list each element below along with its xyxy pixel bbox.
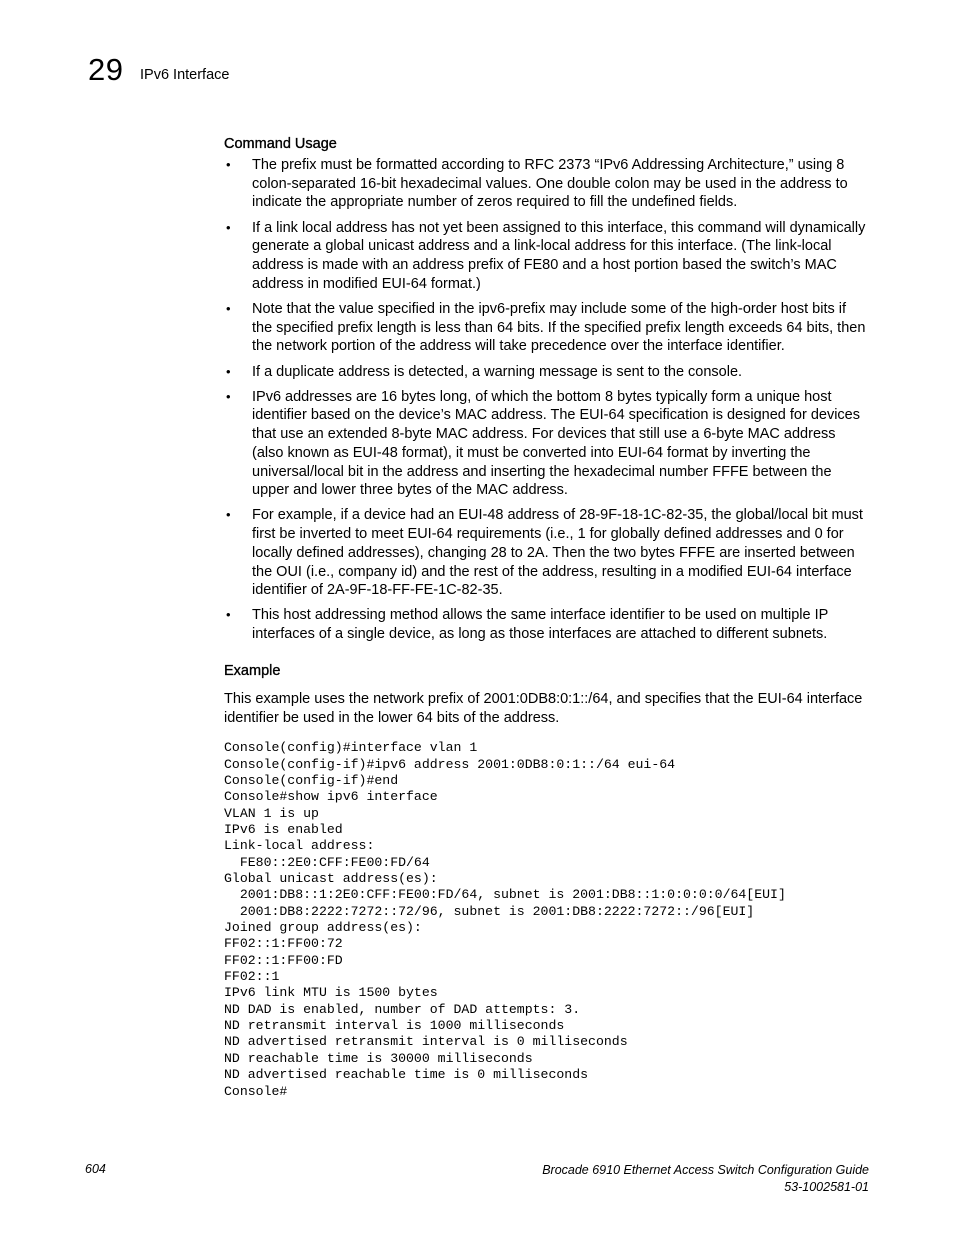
bullet-text: For example, if a device had an EUI-48 address of 28-9F-18-1C-82-35, the global/local bit must first be inverted to meet EUI-64 requirements (i.e., 1 for globally defined addresses and 0 for locally defined addresses), changing 28 to 2A. Then the two bytes FFFE are inserted between the OUI (i.e., company id) and the rest of the address, resulting in a modified EUI-64 interface identifier of 2A-9F-18-FF-FE-1C-82-35. [252,507,863,599]
command-usage-heading: Command Usage [224,136,337,152]
list-item [224,606,869,643]
example-heading: Example [224,662,281,679]
chapter-title: IPv6 Interface [140,67,230,83]
command-usage-list [224,156,869,644]
bullet-text: If a link local address has not yet been assigned to this interface, this command will dynamically generate a global unicast address and a link-local address for this interface. (The link-local address is made with an address prefix of FE80 and a host portion based the switch’s MAC address in modified EUI-64 format.) [252,219,866,292]
list-item [224,156,869,212]
list-item [224,219,869,294]
bullet-icon: • [226,219,231,235]
doc-title: Brocade 6910 Ethernet Access Switch Configuration Guide [542,1163,869,1177]
bullet-text: If a duplicate address is detected, a warning message is sent to the console. [252,363,743,380]
page-number: 604 [85,1162,106,1176]
bullet-text: This host addressing method allows the same interface identifier to be used on multiple IP interfaces of a single device, as long as those interfaces are attached to different subnets. [252,607,829,643]
bullet-icon: • [226,507,231,523]
bullet-icon: • [226,607,231,623]
chapter-number: 29 [88,52,124,87]
list-item [224,363,869,382]
main-content [224,135,869,1100]
bullet-icon: • [226,388,231,404]
bullet-icon: • [226,300,231,316]
list-item [224,506,869,600]
console-output: Console(config)#interface vlan 1 Console(config-if)#ipv6 address 2001:0DB8:0:1::/64 eui-64 Console(config-if)#end Console#show ipv6 interface VLAN 1 is up IPv6 is enabled Link-local address: FE80::2E0:CFF:FE00:FD/64 Global unicast address(es): 2001:DB8::1:2E0:CFF:FE00:FD/64, subnet is 2001:DB8::1:0:0:0:0/64[EUI] 2001:DB8:2222:7272::72/96, subnet is 2001:DB8:2222:7272::/96[EUI] Joined group address(es): FF02::1:FF00:72 FF02::1:FF00:FD FF02::1 IPv6 link MTU is 1500 bytes ND DAD is enabled, number of DAD attempts: 3. ND retransmit interval is 1000 milliseconds ND advertised retransmit interval is 0 milliseconds ND reachable time is 30000 milliseconds ND advertised reachable time is 0 milliseconds Console# [224,740,786,1099]
bullet-text: Note that the value specified in the ipv6-prefix may include some of the high-order host bits if the specified prefix length is less than 64 bits. If the specified prefix length exceeds 64 bits, then the network portion of the address will take precedence over the interface identifier. [252,300,866,355]
bullet-text: IPv6 addresses are 16 bytes long, of which the bottom 8 bytes typically form a unique host identifier based on the device’s MAC address. The EUI-64 specification is designed for devices that use an extended 8-byte MAC address. For devices that still use a 6-byte MAC address (also known as EUI-48 format), it must be converted into EUI-64 format by inverting the universal/local bit in the address and inserting the hexadecimal number FFFE between the upper and lower three bytes of the MAC address. [252,388,860,499]
doc-number: 53-1002581-01 [784,1180,869,1194]
example-intro: This example uses the network prefix of 2001:0DB8:0:1::/64, and specifies that the EUI-64 interface identifier be used in the lower 64 bits of the address. [224,690,863,726]
list-item [224,388,869,500]
bullet-icon: • [226,157,231,172]
bullet-icon: • [226,363,231,379]
bullet-text: The prefix must be formatted according to RFC 2373 “IPv6 Addressing Architecture,” using 8 colon-separated 16-bit hexadecimal values. One double colon may be used in the address to indicate the appropriate number of zeros required to fill the undefined fields. [252,157,848,211]
footer-doc-info [542,1162,869,1196]
list-item [224,300,869,356]
